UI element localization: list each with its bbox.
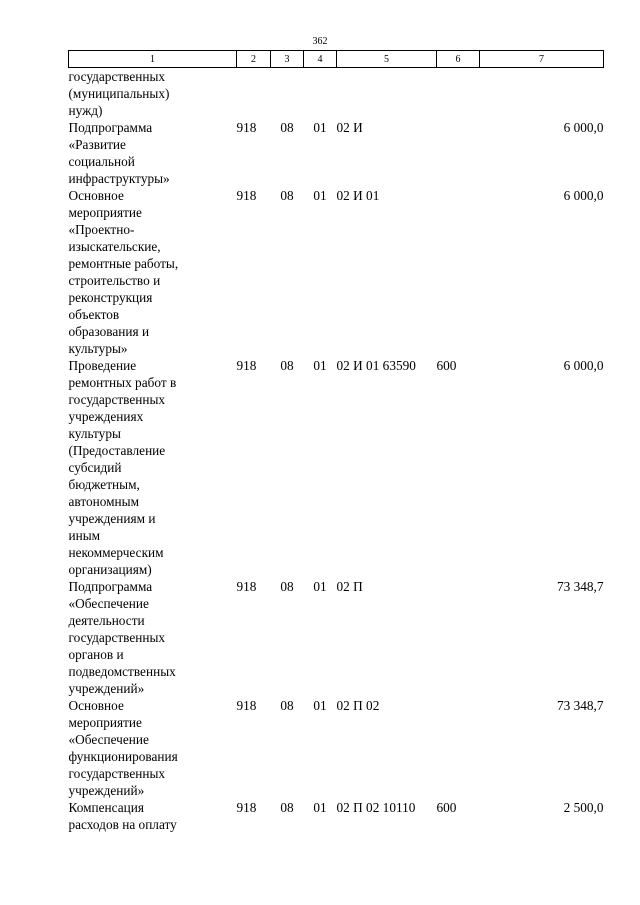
row-section: 08 bbox=[280, 800, 294, 815]
row-name-line: «Обеспечение bbox=[68, 596, 149, 611]
row-admin-code bbox=[237, 68, 271, 120]
row-admin-code: 918 bbox=[236, 358, 257, 373]
row-name-line: подведомственных bbox=[68, 664, 176, 679]
row-name-line: «Обеспечение bbox=[68, 732, 149, 747]
row-name-line: Основное bbox=[68, 188, 124, 203]
row-name-line: социальной bbox=[68, 154, 135, 169]
row-name-line: Подпрограмма bbox=[68, 120, 153, 135]
row-section: 08 bbox=[280, 188, 294, 203]
row-name-line: инфраструктуры» bbox=[68, 171, 170, 186]
row-expense-type bbox=[437, 68, 480, 120]
row-expense-type: 600 bbox=[436, 800, 457, 815]
row-name-line: ремонтных работ в bbox=[68, 375, 177, 390]
table-row bbox=[69, 697, 604, 799]
row-name bbox=[69, 799, 237, 833]
row-name-line: учреждениям и bbox=[68, 511, 156, 526]
budget-table bbox=[68, 50, 604, 833]
header-col-3: 3 bbox=[271, 51, 304, 68]
row-name-line: государственных bbox=[68, 630, 166, 645]
row-admin-code: 918 bbox=[236, 698, 257, 713]
row-name-line: культуры» bbox=[68, 341, 128, 356]
row-name-line: учреждений» bbox=[68, 681, 145, 696]
row-subsection: 01 bbox=[313, 358, 327, 373]
row-name-line: мероприятие bbox=[68, 205, 142, 220]
row-name bbox=[69, 357, 237, 578]
row-section: 08 bbox=[280, 120, 294, 135]
header-col-1: 1 bbox=[69, 51, 237, 68]
table-row bbox=[69, 68, 604, 120]
table-body bbox=[69, 68, 604, 834]
row-name-line: государственных bbox=[68, 392, 166, 407]
row-admin-code: 918 bbox=[236, 188, 257, 203]
row-name-line: изыскательские, bbox=[68, 239, 161, 254]
row-name-line: иным bbox=[68, 528, 101, 543]
row-subsection: 01 bbox=[313, 800, 327, 815]
row-target-article: 02 И 01 63590 bbox=[336, 358, 416, 373]
row-name-line: нужд) bbox=[68, 103, 103, 118]
row-section bbox=[271, 68, 304, 120]
row-target-article: 02 П 02 10110 bbox=[336, 800, 416, 815]
row-admin-code: 918 bbox=[236, 800, 257, 815]
header-col-2: 2 bbox=[237, 51, 271, 68]
row-section: 08 bbox=[280, 358, 294, 373]
row-target-article: 02 И bbox=[336, 120, 363, 135]
row-section: 08 bbox=[280, 698, 294, 713]
row-name bbox=[69, 68, 237, 120]
table-row bbox=[69, 187, 604, 357]
row-name bbox=[69, 119, 237, 187]
row-amount: 6 000,0 bbox=[563, 188, 604, 203]
row-name-line: Проведение bbox=[68, 358, 137, 373]
row-name-line: «Развитие bbox=[68, 137, 126, 152]
header-row bbox=[69, 51, 604, 68]
row-name-line: ремонтные работы, bbox=[68, 256, 179, 271]
row-amount: 73 348,7 bbox=[556, 698, 604, 713]
row-amount: 6 000,0 bbox=[563, 120, 604, 135]
row-name-line: реконструкция bbox=[68, 290, 153, 305]
row-name-line: образования и bbox=[68, 324, 150, 339]
table-row bbox=[69, 799, 604, 833]
page-number: 362 bbox=[312, 36, 328, 47]
row-name-line: «Проектно- bbox=[68, 222, 135, 237]
row-name-line: государственных bbox=[68, 766, 166, 781]
row-name-line: Подпрограмма bbox=[68, 579, 153, 594]
row-name-line: учреждений» bbox=[68, 783, 145, 798]
row-subsection: 01 bbox=[313, 188, 327, 203]
row-name-line: строительство и bbox=[68, 273, 161, 288]
row-expense-type bbox=[437, 697, 480, 799]
row-target-article: 02 И 01 bbox=[336, 188, 380, 203]
row-name-line: некоммерческим bbox=[68, 545, 164, 560]
row-name-line: расходов на оплату bbox=[68, 817, 177, 832]
row-subsection: 01 bbox=[313, 579, 327, 594]
row-name-line: учреждениях bbox=[68, 409, 144, 424]
row-name-line: субсидий bbox=[68, 460, 122, 475]
row-name-line: органов и bbox=[68, 647, 124, 662]
row-expense-type bbox=[437, 187, 480, 357]
row-name bbox=[69, 697, 237, 799]
table-row bbox=[69, 119, 604, 187]
row-expense-type bbox=[437, 119, 480, 187]
row-amount: 2 500,0 bbox=[563, 800, 604, 815]
table-row bbox=[69, 578, 604, 697]
header-col-4: 4 bbox=[304, 51, 337, 68]
row-subsection bbox=[304, 68, 337, 120]
header-col-6: 6 bbox=[437, 51, 480, 68]
row-name-line: бюджетным, bbox=[68, 477, 140, 492]
row-amount bbox=[480, 68, 604, 120]
row-subsection: 01 bbox=[313, 120, 327, 135]
row-name-line: Компенсация bbox=[68, 800, 144, 815]
row-admin-code: 918 bbox=[236, 120, 257, 135]
row-name-line: автономным bbox=[68, 494, 140, 509]
row-name bbox=[69, 187, 237, 357]
row-expense-type: 600 bbox=[436, 358, 457, 373]
row-name-line: культуры bbox=[68, 426, 121, 441]
row-target-article: 02 П bbox=[336, 579, 363, 594]
row-name-line: государственных bbox=[68, 69, 166, 84]
row-name-line: деятельности bbox=[68, 613, 145, 628]
row-subsection: 01 bbox=[313, 698, 327, 713]
row-name-line: (Предоставление bbox=[68, 443, 166, 458]
row-name-line: организациям) bbox=[68, 562, 152, 577]
row-name bbox=[69, 578, 237, 697]
row-target-article: 02 П 02 bbox=[336, 698, 380, 713]
header-col-7: 7 bbox=[480, 51, 604, 68]
row-amount: 6 000,0 bbox=[563, 358, 604, 373]
row-section: 08 bbox=[280, 579, 294, 594]
row-name-line: (муниципальных) bbox=[68, 86, 170, 101]
header-col-5: 5 bbox=[337, 51, 437, 68]
row-name-line: мероприятие bbox=[68, 715, 142, 730]
row-admin-code: 918 bbox=[236, 579, 257, 594]
row-target-article bbox=[337, 68, 437, 120]
row-expense-type bbox=[437, 578, 480, 697]
table-row bbox=[69, 357, 604, 578]
row-name-line: функционирования bbox=[68, 749, 178, 764]
row-name-line: Основное bbox=[68, 698, 124, 713]
row-name-line: объектов bbox=[68, 307, 120, 322]
row-amount: 73 348,7 bbox=[556, 579, 604, 594]
